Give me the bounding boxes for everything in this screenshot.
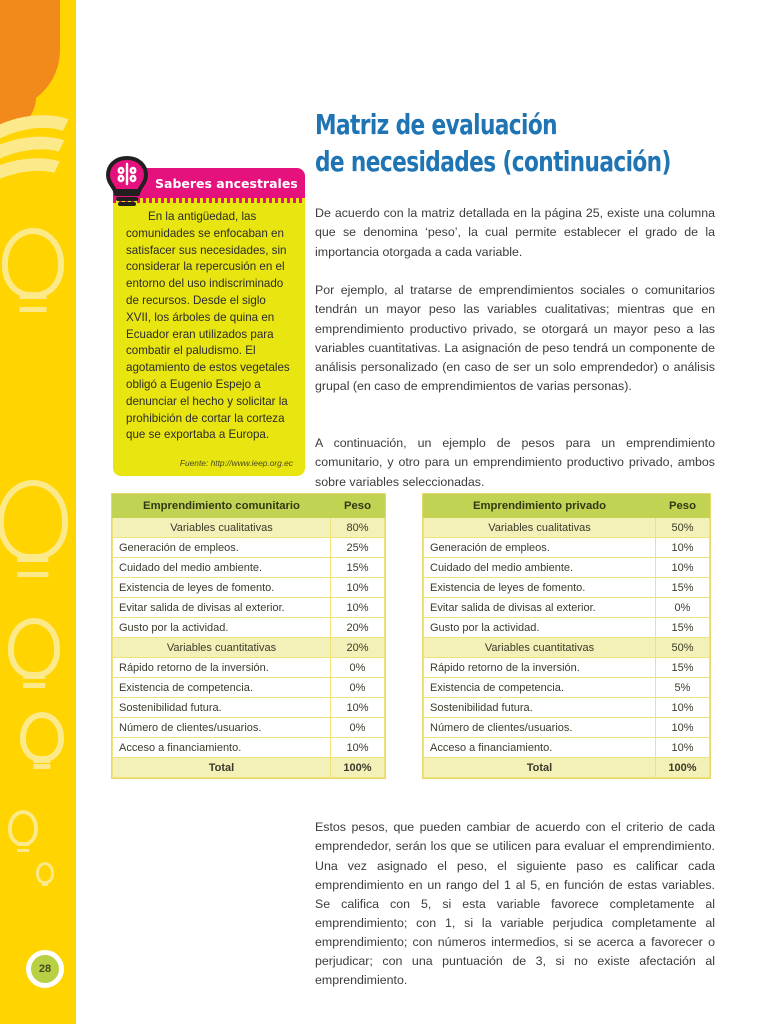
table-emprendimiento-privado	[423, 494, 710, 778]
saberes-ancestrales-callout	[113, 168, 305, 476]
table-row	[424, 738, 710, 758]
cell-weight: 10%	[331, 578, 385, 598]
cell-concept: Rápido retorno de la inversión.	[424, 658, 656, 678]
cell-weight: 10%	[656, 558, 710, 578]
page-number: 28	[38, 963, 52, 975]
table-row	[424, 698, 710, 718]
cell-concept: Evitar salida de divisas al exterior.	[424, 598, 656, 618]
table-body	[113, 518, 385, 778]
cell-concept: Número de clientes/usuarios.	[424, 718, 656, 738]
paragraph-3: A continuación, un ejemplo de pesos para un emprendimiento comunitario, y otro para un emprendimiento productivo privado, ambos sobre variables seleccionadas.	[315, 436, 715, 489]
cell-weight: 0%	[331, 658, 385, 678]
table-row	[424, 578, 710, 598]
cell-weight: 15%	[656, 618, 710, 638]
cell-weight: 20%	[331, 638, 385, 658]
cell-weight: 10%	[656, 738, 710, 758]
callout-body-text: En la antigüedad, las comunidades se enfocaban en satisfacer sus necesidades, sin considerar la repercusión en el entorno del uso indiscriminado de recursos. Desde el siglo XVII, los árboles de quina en Ecuador eran utilizados para combatir el paludismo. El agotamiento de estos vegetales obligó a Eugenio Espejo a denunciar el hecho y solicitar la prohibición de cortar la corteza que se exportaba a Europa.	[126, 210, 290, 442]
table-header-row	[113, 495, 385, 518]
cell-concept: Rápido retorno de la inversión.	[113, 658, 331, 678]
lightbulb-outline-tiny	[8, 810, 38, 846]
cell-concept: Total	[113, 758, 331, 778]
cell-concept: Generación de empleos.	[424, 538, 656, 558]
cell-weight: 10%	[331, 598, 385, 618]
table-row	[113, 658, 385, 678]
callout-source: Fuente: http://www.ieep.org.ec	[179, 458, 293, 468]
cell-concept: Existencia de competencia.	[113, 678, 331, 698]
lightbulb-outline-large	[2, 228, 64, 298]
lightbulb-outline-xlarge	[0, 480, 68, 560]
cell-weight: 50%	[656, 638, 710, 658]
cell-concept: Variables cuantitativas	[424, 638, 656, 658]
cell-weight: 0%	[331, 718, 385, 738]
table-row	[113, 638, 385, 658]
cell-weight: 20%	[331, 618, 385, 638]
table-row	[113, 538, 385, 558]
cell-weight: 10%	[331, 738, 385, 758]
cell-weight: 10%	[656, 538, 710, 558]
cell-weight: 25%	[331, 538, 385, 558]
cell-concept: Sostenibilidad futura.	[113, 698, 331, 718]
cell-weight: 100%	[656, 758, 710, 778]
table-row	[113, 718, 385, 738]
cell-weight: 10%	[331, 698, 385, 718]
table-row	[424, 658, 710, 678]
page-title	[315, 107, 671, 181]
cell-weight: 80%	[331, 518, 385, 538]
cell-concept: Sostenibilidad futura.	[424, 698, 656, 718]
table-row	[113, 558, 385, 578]
cell-weight: 50%	[656, 518, 710, 538]
paragraph-1: De acuerdo con la matriz detallada en la página 25, existe una columna que se denomina ‘peso’, la cual permite establecer el grado de la importancia otorgada a cada variable.	[315, 206, 715, 259]
cell-concept: Acceso a financiamiento.	[424, 738, 656, 758]
column-header-weight: Peso	[331, 495, 385, 518]
table-row	[424, 678, 710, 698]
table-row	[113, 598, 385, 618]
lightbulb-icon	[103, 156, 151, 212]
table-row	[113, 518, 385, 538]
cell-concept: Número de clientes/usuarios.	[113, 718, 331, 738]
table-row	[424, 718, 710, 738]
table-row	[424, 558, 710, 578]
table-row	[113, 578, 385, 598]
table-emprendimiento-comunitario	[112, 494, 385, 778]
table-row	[113, 618, 385, 638]
cell-concept: Existencia de competencia.	[424, 678, 656, 698]
table-row	[424, 758, 710, 778]
cell-weight: 0%	[331, 678, 385, 698]
page-title-line-2: de necesidades (continuación)	[315, 144, 671, 178]
cell-concept: Gusto por la actividad.	[113, 618, 331, 638]
cell-concept: Variables cualitativas	[424, 518, 656, 538]
column-header-concept: Emprendimiento privado	[424, 495, 656, 518]
cell-concept: Existencia de leyes de fomento.	[424, 578, 656, 598]
column-header-weight: Peso	[656, 495, 710, 518]
cell-weight: 15%	[656, 658, 710, 678]
paragraph-4: Estos pesos, que pueden cambiar de acuerdo con el criterio de cada emprendedor, serán los que se utilicen para evaluar el emprendimiento. Una vez asignado el peso, el siguiente paso es calificar cada emprendimiento en un rango del 1 al 5, en función de estas variables. Se califica con 5, si esta variable favorece completamente al emprendimiento; con 1, si la variable perjudica completamente al emprendimiento; con números intermedios, si se acerca a favorecer o perjudicar; con una puntuación de 3, si no existe afectación al emprendimiento.	[315, 820, 715, 988]
cell-weight: 0%	[656, 598, 710, 618]
table-row	[113, 758, 385, 778]
cell-concept: Cuidado del medio ambiente.	[424, 558, 656, 578]
table-row	[424, 518, 710, 538]
callout-body	[113, 203, 305, 476]
cell-weight: 10%	[656, 698, 710, 718]
column-header-concept: Emprendimiento comunitario	[113, 495, 331, 518]
table-row	[113, 698, 385, 718]
lightbulb-outline-micro	[36, 862, 54, 884]
cell-concept: Variables cuantitativas	[113, 638, 331, 658]
cell-weight: 100%	[331, 758, 385, 778]
cell-concept: Cuidado del medio ambiente.	[113, 558, 331, 578]
table-row	[424, 538, 710, 558]
table-row	[424, 618, 710, 638]
table-row	[113, 678, 385, 698]
decorative-sidebar	[0, 0, 76, 1024]
cell-weight: 5%	[656, 678, 710, 698]
callout-header-label: Saberes ancestrales	[155, 175, 298, 191]
table-row	[113, 738, 385, 758]
cell-concept: Evitar salida de divisas al exterior.	[113, 598, 331, 618]
page-number-badge	[26, 950, 64, 988]
cell-concept: Existencia de leyes de fomento.	[113, 578, 331, 598]
cell-concept: Variables cualitativas	[113, 518, 331, 538]
cell-concept: Generación de empleos.	[113, 538, 331, 558]
table-row	[424, 598, 710, 618]
lightbulb-outline-small	[20, 712, 64, 762]
cell-concept: Gusto por la actividad.	[424, 618, 656, 638]
cell-weight: 10%	[656, 718, 710, 738]
lightbulb-outline-medium	[8, 618, 60, 678]
cell-concept: Acceso a financiamiento.	[113, 738, 331, 758]
table-body	[424, 518, 710, 778]
cell-weight: 15%	[331, 558, 385, 578]
cell-concept: Total	[424, 758, 656, 778]
table-row	[424, 638, 710, 658]
page-title-line-1: Matriz de evaluación	[315, 107, 557, 141]
table-header-row	[424, 495, 710, 518]
cell-weight: 15%	[656, 578, 710, 598]
paragraph-2: Por ejemplo, al tratarse de emprendimientos sociales o comunitarios tendrán un mayor peso las variables cualitativas; mientras que en emprendimiento productivo privado, se otorgará un mayor peso a las variables cuantitativas. La asignación de peso tendrá un componente de análisis personalizado (en caso de ser un solo emprendedor) o análisis grupal (en caso de emprendimientos de varias personas).	[315, 283, 715, 393]
